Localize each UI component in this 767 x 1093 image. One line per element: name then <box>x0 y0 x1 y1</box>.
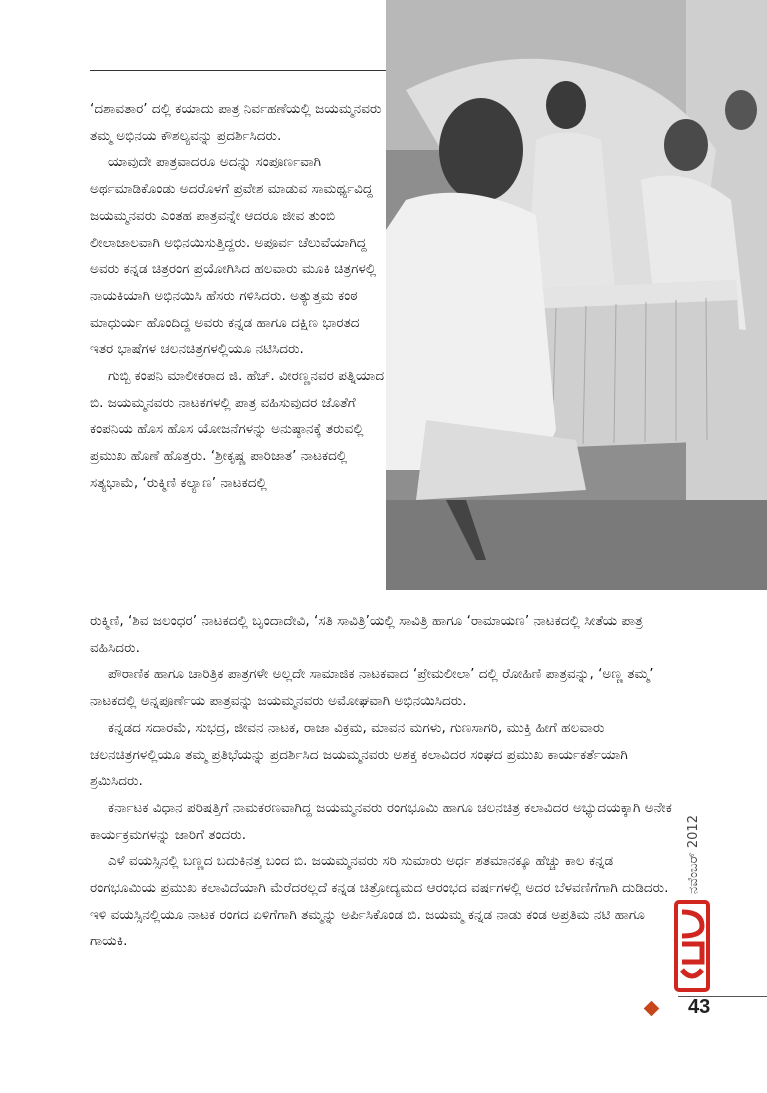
issue-date <box>682 790 708 900</box>
wide-paragraph-2: ಪೌರಾಣಿಕ ಹಾಗೂ ಚಾರಿತ್ರಿಕ ಪಾತ್ರಗಳೇ ಅಲ್ಲದೇ ಸಾಮಾಜಿಕ ನಾಟಕವಾದ ‘ಪ್ರೇಮಲೀಲಾ’ ದಲ್ಲಿ ರೋಹಿಣಿ ಪಾತ್ರವನ್ನು, ‘ಅಣ್ಣ ತಮ್ಮ’ ನಾಟಕದಲ್ಲಿ ಅನ್ನಪೂರ್ಣೆಯ ಪಾತ್ರವನ್ನು ಜಯಮ್ಮನವರು ಅಮೋಘವಾಗಿ ಅಭಿನಯಿಸಿದರು. <box>90 666 654 710</box>
issue-date-text: ನವೆಂಬರ್ 2012 <box>686 815 701 894</box>
wide-paragraph-3: ಕನ್ನಡದ ಸದಾರಮೆ, ಸುಭದ್ರ, ಜೀವನ ನಾಟಕ, ರಾಜಾ ವಿಕ್ರಮ, ಮಾವನ ಮಗಳು, ಗುಣಸಾಗರಿ, ಮುಕ್ತಿ ಹೀಗೆ ಹಲವಾರು ಚಲನಚಿತ್ರಗಳಲ್ಲಿಯೂ ತಮ್ಮ ಪ್ರತಿಭೆಯನ್ನು ಪ್ರದರ್ಶಿಸಿದ ಜಯಮ್ಮನವರು ಅಶಕ್ತ ಕಲಾವಿದರ ಸಂಘದ ಪ್ರಮುಖ ಕಾರ್ಯಕರ್ತೆಯಾಗಿ ಶ್ರಮಿಸಿದರು. <box>90 719 628 790</box>
diamond-ornament-icon <box>644 1001 660 1017</box>
narrow-paragraph-3: ಗುಬ್ಬಿ ಕಂಪನಿ ಮಾಲೀಕರಾದ ಜಿ. ಹೆಚ್. ವೀರಣ್ಣನವರ ಪತ್ನಿಯಾದ ಬಿ. ಜಯಮ್ಮನವರು ನಾಟಕಗಳಲ್ಲಿ ಪಾತ್ರ ವಹಿಸುವುದರ ಜೊತೆಗೆ ಕಂಪನಿಯ ಹೊಸ ಹೊಸ ಯೋಜನೆಗಳನ್ನು ಅನುಷ್ಠಾನಕ್ಕೆ ತರುವಲ್ಲಿ ಪ್ರಮುಖ ಹೊಣೆ ಹೊತ್ತರು. ‘ಶ್ರೀಕೃಷ್ಣ ಪಾರಿಜಾತ’ ನಾಟಕದಲ್ಲಿ ಸತ್ಯಭಾಮೆ, ‘ರುಕ್ಮಿಣಿ ಕಲ್ಯಾಣ’ ನಾಟಕದಲ್ಲಿ <box>90 368 385 491</box>
top-rule <box>90 70 386 71</box>
wide-paragraph-4: ಕರ್ನಾಟಕ ವಿಧಾನ ಪರಿಷತ್ತಿಗೆ ನಾಮಕರಣವಾಗಿದ್ದ ಜಯಮ್ಮನವರು ರಂಗಭೂಮಿ ಹಾಗೂ ಚಲನಚಿತ್ರ ಕಲಾವಿದರ ಅಭ್ಯುದಯಕ್ಕಾಗಿ ಅನೇಕ ಕಾರ್ಯಕ್ರಮಗಳನ್ನು ಜಾರಿಗೆ ತಂದರು. <box>90 799 672 843</box>
magazine-logo <box>674 900 710 992</box>
page-number: 43 <box>688 996 711 1018</box>
narrow-paragraph-2: ಯಾವುದೇ ಪಾತ್ರವಾದರೂ ಅದನ್ನು ಸಂಪೂರ್ಣವಾಗಿ ಅರ್ಥಮಾಡಿಕೊಂಡು ಅದರೊಳಗೆ ಪ್ರವೇಶ ಮಾಡುವ ಸಾಮರ್ಥ್ಯವಿದ್ದ ಜಯಮ್ಮನವರು ಎಂತಹ ಪಾತ್ರವನ್ನೇ ಆದರೂ ಜೀವ ತುಂಬಿ ಲೀಲಾಜಾಲವಾಗಿ ಅಭಿನಯಿಸುತ್ತಿದ್ದರು. ಅಪೂರ್ವ ಚೆಲುವೆಯಾಗಿದ್ದ ಅವರು ಕನ್ನಡ ಚಿತ್ರರಂಗ ಪ್ರಯೋಗಿಸಿದ ಹಲವಾರು ಮೂಕಿ ಚಿತ್ರಗಳಲ್ಲಿ ನಾಯಕಿಯಾಗಿ ಅಭಿನಯಿಸಿ ಹೆಸರು ಗಳಿಸಿದರು. ಅತ್ಯುತ್ತಮ ಕಂಠ ಮಾಧುರ್ಯ ಹೊಂದಿದ್ದ ಅವರು ಕನ್ನಡ ಹಾಗೂ ದಕ್ಷಿಣ ಭಾರತದ ಇತರ ಭಾಷೆಗಳ ಚಲನಚಿತ್ರಗಳಲ್ಲಿಯೂ ನಟಿಸಿದರು. <box>90 154 377 358</box>
archival-photo <box>386 0 767 590</box>
wide-paragraph-5: ಎಳೆ ವಯಸ್ಸಿನಲ್ಲಿ ಬಣ್ಣದ ಬದುಕಿನತ್ತ ಬಂದ ಬಿ. ಜಯಮ್ಮನವರು ಸರಿ ಸುಮಾರು ಅರ್ಧ ಶತಮಾನಕ್ಕೂ ಹೆಚ್ಚು ಕಾಲ ಕನ್ನಡ ರಂಗಭೂಮಿಯ ಪ್ರಮುಖ ಕಲಾವಿದೆಯಾಗಿ ಮೆರೆದರಲ್ಲದೆ ಕನ್ನಡ ಚಿತ್ರೋದ್ಯಮದ ಆರಂಭದ ವರ್ಷಗಳಲ್ಲಿ ಅದರ ಬೆಳವಣಿಗೆಗಾಗಿ ದುಡಿದರು. ಇಳಿ ವಯಸ್ಸಿನಲ್ಲಿಯೂ ನಾಟಕ ರಂಗದ ಏಳಿಗೆಗಾಗಿ ತಮ್ಮನ್ನು ಅರ್ಪಿಸಿಕೊಂಡ ಬಿ. ಜಯಮ್ಮ ಕನ್ನಡ ನಾಡು ಕಂಡ ಅಪ್ರತಿಮ ನಟಿ ಹಾಗೂ ಗಾಯಕಿ. <box>90 853 669 950</box>
magazine-logo-mark <box>674 900 710 992</box>
narrow-paragraph-1: ‘ದಶಾವತಾರ’ ದಲ್ಲಿ ಕಯಾದು ಪಾತ್ರ ನಿರ್ವಹಣೆಯಲ್ಲಿ ಜಯಮ್ಮನವರು ತಮ್ಮ ಅಭಿನಯ ಕೌಶಲ್ಯವನ್ನು ಪ್ರದರ್ಶಿಸಿದರು. <box>90 101 382 144</box>
wide-column <box>90 608 680 955</box>
narrow-column <box>90 96 386 497</box>
photo-illustration <box>386 0 767 590</box>
wide-paragraph-1: ರುಕ್ಮಿಣಿ, ‘ಶಿವ ಜಲಂಧರ’ ನಾಟಕದಲ್ಲಿ ಬೃಂದಾದೇವಿ, ‘ಸತಿ ಸಾವಿತ್ರಿ’ಯಲ್ಲಿ ಸಾವಿತ್ರಿ ಹಾಗೂ ‘ರಾಮಾಯಣ’ ನಾಟಕದಲ್ಲಿ ಸೀತೆಯ ಪಾತ್ರ ವಹಿಸಿದರು. <box>90 613 643 656</box>
